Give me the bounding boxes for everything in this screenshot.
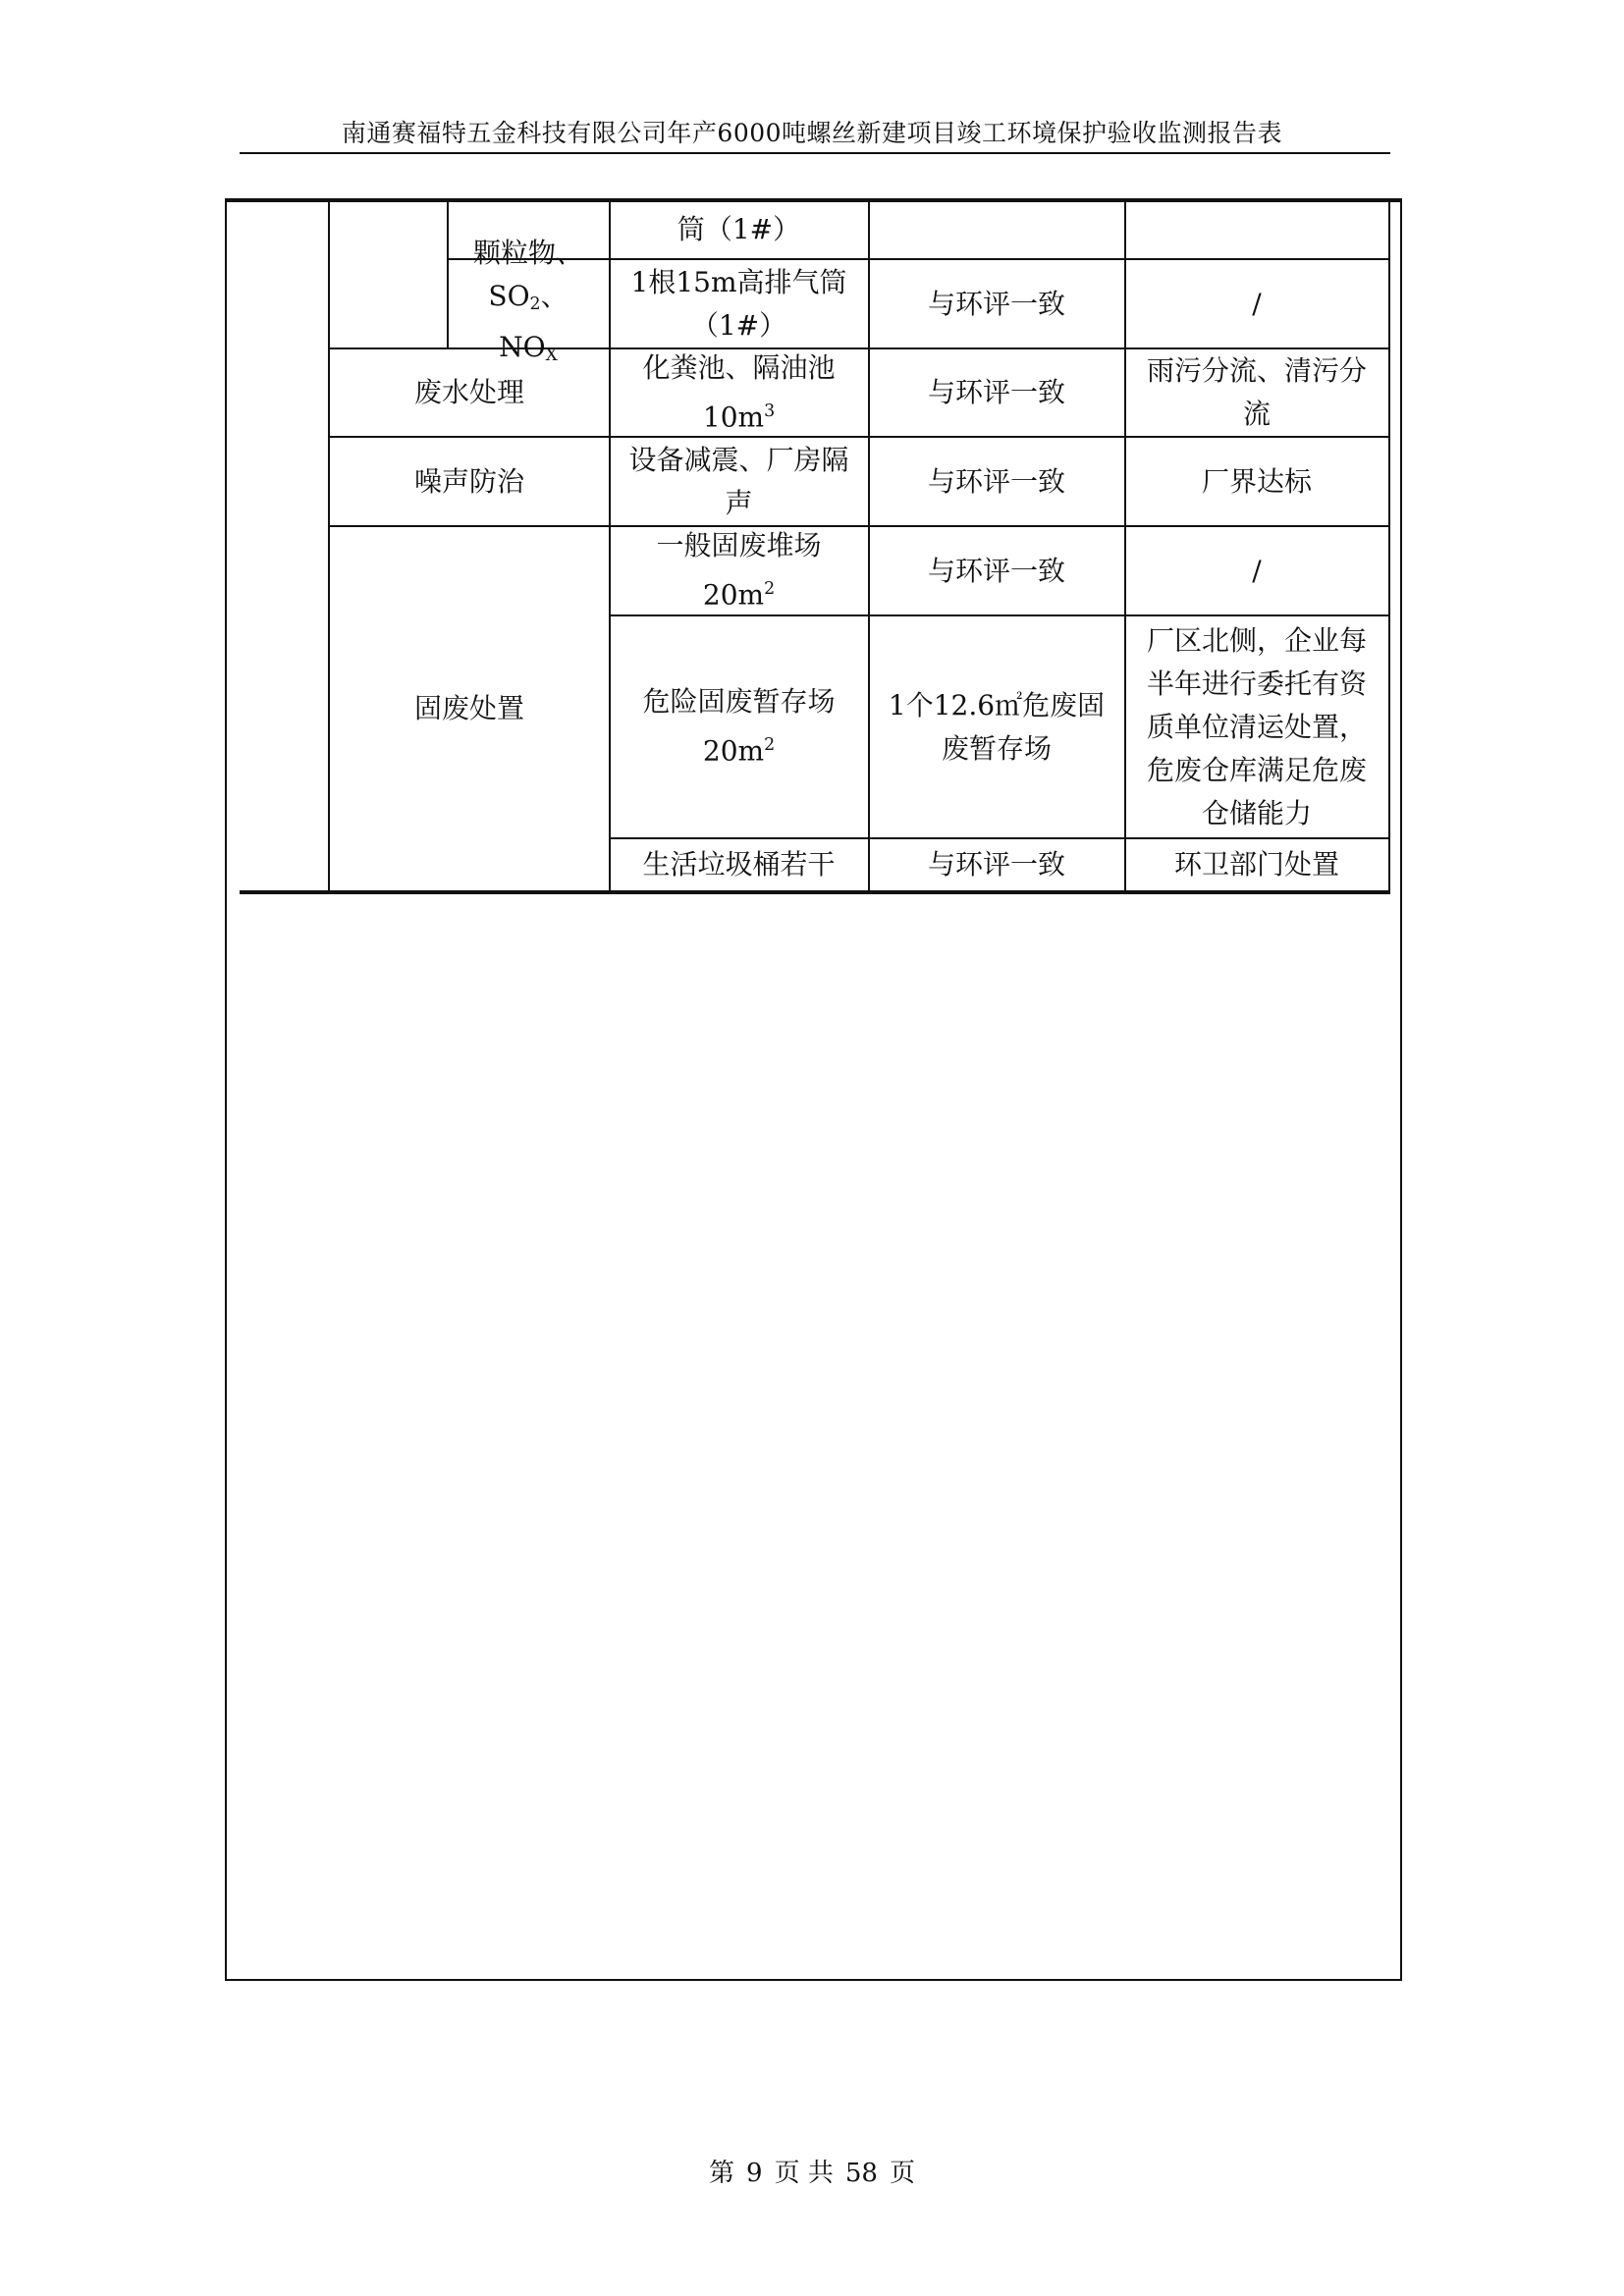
table-cell-stack-cont-facility: 筒（1#） (677, 213, 801, 245)
table-cell-particles-note: / (1252, 287, 1262, 320)
table-cell-noise-facility: 设备减震、厂房隔声 (628, 443, 849, 519)
table-cell-particles-status: 与环评一致 (927, 287, 1065, 320)
table-cell-hazardous-note: 厂区北侧，企业每半年进行委托有资质单位清运处置，危废仓库满足危废仓储能力 (1146, 623, 1367, 829)
table-cell-hazardous-facility: 危险固废暂存场$20m^2$ (642, 685, 836, 768)
table-cell-particles-facility: 1根15m高排气筒（1#） (630, 265, 847, 342)
table-cell-general-facility: 一般固废堆场$20m^2$ (656, 529, 822, 612)
table-cell-wastewater-note: 雨污分流、清污分流 (1146, 354, 1367, 430)
table-cell-domestic-facility: 生活垃圾桶若干 (642, 848, 836, 881)
table-cell-wastewater-status: 与环评一致 (927, 376, 1065, 408)
table-cell-hazardous-status: 1个12.6㎡危废固废暂存场 (888, 688, 1106, 765)
table-cell-domestic-status: 与环评一致 (927, 848, 1065, 881)
page-number: 第 9 页 共 58 页 (709, 2159, 915, 2188)
table-cell-noise-note: 厂界达标 (1201, 464, 1312, 498)
table-cell-general-note: / (1252, 554, 1262, 587)
table-cell-wastewater-facility: 化粪池、隔油池$10m^3$ (642, 350, 836, 434)
table-cell-noise-status: 与环评一致 (927, 464, 1065, 498)
table-cell-stack-cont-note (1125, 201, 1388, 258)
table-cell-general-status: 与环评一致 (927, 554, 1065, 587)
table-cell-solid-category: 固废处置 (413, 692, 524, 724)
table-cell-stack-cont-status (869, 201, 1124, 258)
table-cell-wastewater-category: 废水处理 (413, 376, 524, 408)
report-header-title: 南通赛福特五金科技有限公司年产6000吨螺丝新建项目竣工环境保护验收监测报告表 (341, 119, 1283, 147)
table-cell-pollutant: 颗粒物、 $SO_2$、$NO_X$ (472, 236, 583, 365)
table-cell-domestic-note: 环卫部门处置 (1173, 848, 1339, 881)
table-cell-noise-category: 噪声防治 (413, 464, 524, 498)
header-rule (240, 152, 1390, 154)
